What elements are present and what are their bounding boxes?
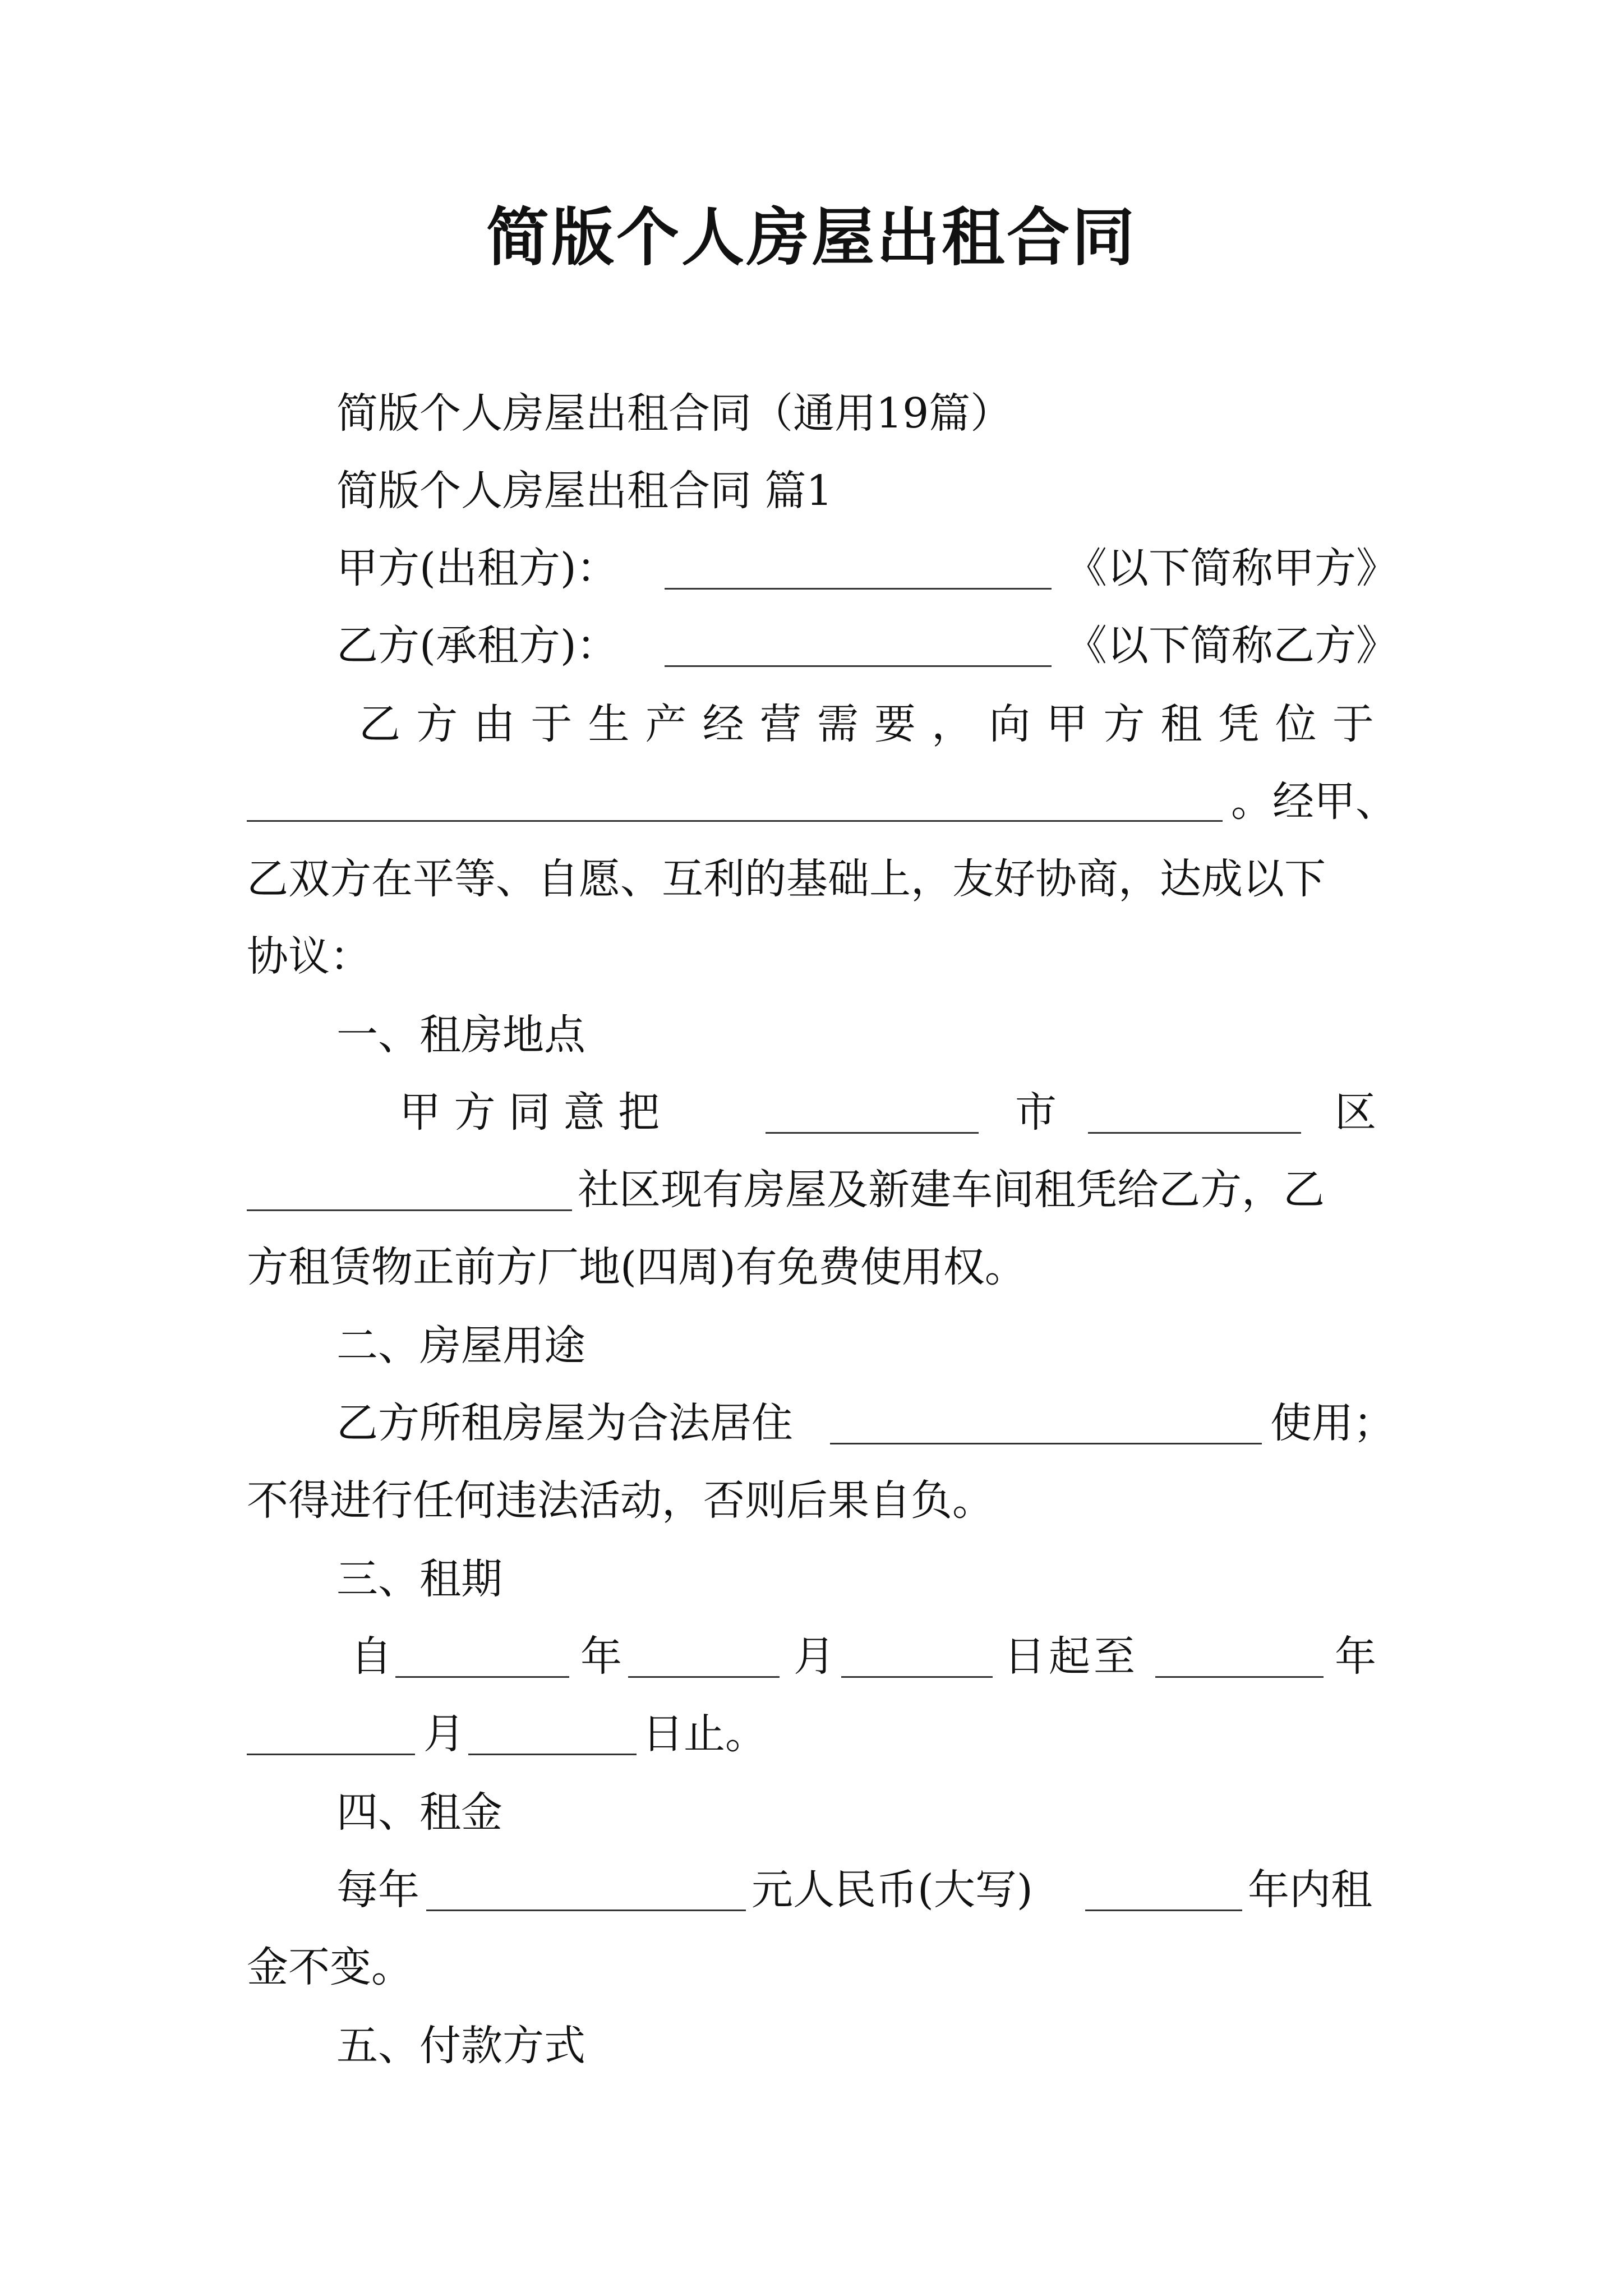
year-label: 年 bbox=[580, 1632, 622, 1681]
intro-char: ， bbox=[932, 700, 974, 748]
intro-char: 要 bbox=[874, 700, 916, 748]
document-subtitle: 简版个人房屋出租合同（通用19篇） bbox=[336, 389, 1012, 438]
intro-char: 位 bbox=[1275, 700, 1317, 748]
intro-char: 甲 bbox=[1046, 700, 1088, 748]
document-title: 简版个人房屋出租合同 bbox=[486, 201, 1137, 274]
location-line-3: 方租赁物正前方厂地(四周)有免费使用权。 bbox=[247, 1243, 1026, 1291]
term-from-label: 自 bbox=[351, 1632, 392, 1681]
intro-char: 于 bbox=[1332, 700, 1374, 748]
party-b-label: 乙方(承租方)： bbox=[336, 622, 618, 670]
end-year-blank[interactable] bbox=[1155, 1676, 1324, 1678]
location-agree-text: 甲 方 同 意 把 bbox=[399, 1088, 660, 1137]
section-title: 简版个人房屋出租合同 篇1 bbox=[336, 467, 833, 515]
intro-tail: 。经甲、 bbox=[1231, 777, 1397, 826]
party-a-label: 甲方(出租方)： bbox=[336, 544, 618, 592]
usage-suffix: 使用； bbox=[1270, 1399, 1395, 1447]
intro-char: 于 bbox=[531, 700, 573, 748]
party-a-blank[interactable] bbox=[665, 588, 1052, 590]
day-end-label: 日止。 bbox=[642, 1710, 767, 1758]
intro-char: 生 bbox=[588, 700, 630, 748]
month-label: 月 bbox=[794, 1632, 835, 1681]
rent-years-label: 年内租 bbox=[1248, 1866, 1372, 1914]
day-to-label: 日起至 bbox=[1004, 1632, 1138, 1681]
intro-char: 需 bbox=[817, 700, 859, 748]
section-heading-location: 一、租房地点 bbox=[336, 1011, 585, 1059]
section-heading-payment: 五、付款方式 bbox=[336, 2022, 585, 2070]
month-label-2: 月 bbox=[423, 1710, 465, 1758]
rent-years-blank[interactable] bbox=[1085, 1910, 1242, 1911]
intro-line-3: 乙双方在平等、自愿、互利的基础上，友好协商，达成以下 bbox=[247, 855, 1326, 903]
usage-line-2: 不得进行任何违法活动，否则后果自负。 bbox=[247, 1476, 994, 1525]
intro-char: 由 bbox=[473, 700, 515, 748]
party-b-blank[interactable] bbox=[665, 665, 1052, 667]
location-blank[interactable] bbox=[247, 820, 1223, 822]
intro-char: 营 bbox=[759, 700, 801, 748]
usage-blank[interactable] bbox=[830, 1443, 1262, 1444]
year-label-2: 年 bbox=[1335, 1632, 1376, 1681]
intro-char: 凭 bbox=[1218, 700, 1260, 748]
district-blank[interactable] bbox=[1088, 1132, 1301, 1134]
rent-line-2: 金不变。 bbox=[247, 1943, 413, 1991]
intro-char: 乙 bbox=[359, 700, 400, 748]
start-day-blank[interactable] bbox=[841, 1676, 993, 1678]
usage-text: 乙方所租房屋为合法居住 bbox=[336, 1399, 793, 1447]
intro-char: 方 bbox=[416, 700, 458, 748]
section-heading-term: 三、租期 bbox=[336, 1555, 502, 1603]
location-line-2: 社区现有房屋及新建车间租凭给乙方，乙 bbox=[578, 1166, 1325, 1214]
end-month-blank[interactable] bbox=[247, 1754, 415, 1755]
intro-char: 产 bbox=[645, 700, 687, 748]
start-month-blank[interactable] bbox=[628, 1676, 780, 1678]
start-year-blank[interactable] bbox=[395, 1676, 569, 1678]
intro-line-4: 协议： bbox=[247, 932, 371, 981]
rent-amount-blank[interactable] bbox=[426, 1910, 746, 1911]
rent-currency-label: 元人民币(大写) bbox=[751, 1866, 1033, 1914]
party-b-suffix: 《以下简称乙方》 bbox=[1066, 622, 1398, 670]
intro-line-1 bbox=[359, 700, 1374, 748]
party-a-suffix: 《以下简称甲方》 bbox=[1066, 544, 1398, 592]
community-blank[interactable] bbox=[247, 1209, 572, 1211]
rent-per-year-label: 每年 bbox=[336, 1866, 419, 1914]
intro-char: 经 bbox=[702, 700, 744, 748]
intro-char: 向 bbox=[989, 700, 1031, 748]
intro-char: 租 bbox=[1160, 700, 1202, 748]
section-heading-usage: 二、房屋用途 bbox=[336, 1322, 585, 1370]
district-label: 区 bbox=[1335, 1088, 1376, 1137]
section-heading-rent: 四、租金 bbox=[336, 1788, 502, 1837]
intro-char: 方 bbox=[1103, 700, 1145, 748]
city-label: 市 bbox=[1015, 1088, 1057, 1137]
city-blank[interactable] bbox=[766, 1132, 979, 1134]
end-day-blank[interactable] bbox=[468, 1754, 637, 1755]
